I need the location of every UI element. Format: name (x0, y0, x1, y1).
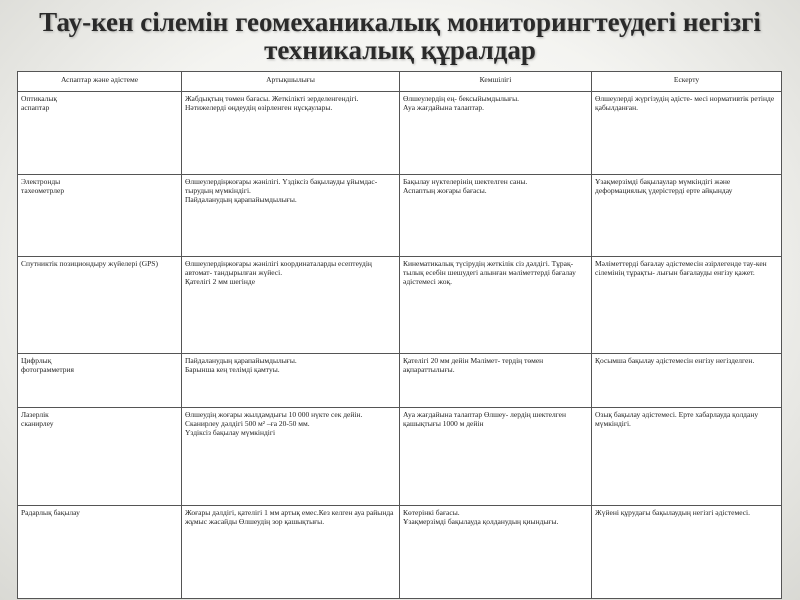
table-header-row (18, 72, 782, 92)
cell-instrument: Электронды тахеометрлер (18, 175, 182, 257)
table-row (18, 354, 782, 408)
cell-instrument: Лазерлік сканирлеу (18, 408, 182, 506)
cell-instrument: Оптикалық аспаптар (18, 92, 182, 175)
slide-title-line-2: техникалық құралдар (264, 35, 536, 65)
slide-title-line-1: Тау-кен сілемін геомеханикалық мониторингтеудегі негізгі (39, 7, 761, 37)
cell-disadvantages: Бақылау нүктелерінің шектелген саны. Аспаптың жоғары бағасы. (400, 175, 592, 257)
cell-instrument: Радарлық бақылау (18, 506, 182, 599)
cell-instrument: Цифрлық фотограмметрия (18, 354, 182, 408)
cell-notes: Ұзақмерзімді бақылаулар мүмкіндігі және деформациялық үдерістерді ерте айқындау (592, 175, 782, 257)
cell-advantages: Өлшеудің жоғары жылдамдығы 10 000 нүкте сек дейін. Сканирлеу дәлдігі 500 м² –ға 20-50 мм. Үздіксіз бақылау мүмкіндігі (182, 408, 400, 506)
equipment-table (17, 71, 782, 599)
slide-title (0, 8, 800, 64)
table-row (18, 408, 782, 506)
cell-notes: Мәліметтерді бағалау әдістемесін әзірлегенде тау-кен сілемінің тұрақты- лығын бағалауды енгізу қажет. (592, 257, 782, 354)
cell-advantages: Өлшеулердіңжоғары жәнілігі. Үздіксіз бақылауды ұйымдас- тырудың мүмкіндігі. Пайдаланудың қарапайымдылығы. (182, 175, 400, 257)
cell-advantages: Жабдықтың төмен бағасы. Жеткілікті зерделенгендігі. Нәтижелерді өңдеудің өзірленген нұсқаулары. (182, 92, 400, 175)
cell-notes: Озық бақылау әдістемесі. Ерте хабарлауда қолдану мүмкіндігі. (592, 408, 782, 506)
cell-advantages: Пайдаланудың қарапайымдылығы. Барынша кең телімді қамтуы. (182, 354, 400, 408)
table-row (18, 175, 782, 257)
table-row (18, 92, 782, 175)
cell-notes: Өлшеулерді жүргізудің әдісте- месі нормативтік ретінде қабылданған. (592, 92, 782, 175)
header-instruments: Аспаптар және әдістеме (18, 72, 182, 92)
cell-instrument: Спутниктік позициондыру жүйелері (GPS) (18, 257, 182, 354)
header-advantages: Артықшылығы (182, 72, 400, 92)
cell-disadvantages: Кинематикалық түсірудің жеткілік сіз дәлдігі. Тұрақ- тылық есебін шешудегі алынған мәліметтерді бағалау әдістемесі жоқ. (400, 257, 592, 354)
cell-notes: Қосымша бақылау әдістемесін енгізу негізделген. (592, 354, 782, 408)
cell-disadvantages: Көтерінкі бағасы. Ұзақмерзімді бақылауда қолданудың қиындығы. (400, 506, 592, 599)
table-row (18, 506, 782, 599)
cell-advantages: Өлшеулердіңжоғары жәнілігі координаталарды есептеудің автомат- тандырылған жүйесі. Қателігі 2 мм шегінде (182, 257, 400, 354)
cell-disadvantages: Ауа жағдайына талаптар Өлшеу- лердің шектелген қашықтығы 1000 м дейін (400, 408, 592, 506)
header-disadvantages: Кемшілігі (400, 72, 592, 92)
cell-advantages: Жоғары дәлдігі, қателігі 1 мм артық емес.Кез келген ауа райында жұмыс жасайды Өлшеудің зор қашықтығы. (182, 506, 400, 599)
cell-disadvantages: Қателігі 20 мм дейін Мәлімет- тердің төмен ақпараттылығы. (400, 354, 592, 408)
cell-disadvantages: Өлшеулердің ең- бексыйымдылығы. Ауа жағдайына талаптар. (400, 92, 592, 175)
header-notes: Ескерту (592, 72, 782, 92)
table-row (18, 257, 782, 354)
cell-notes: Жүйені құрудағы бақылаудың негізгі әдістемесі. (592, 506, 782, 599)
